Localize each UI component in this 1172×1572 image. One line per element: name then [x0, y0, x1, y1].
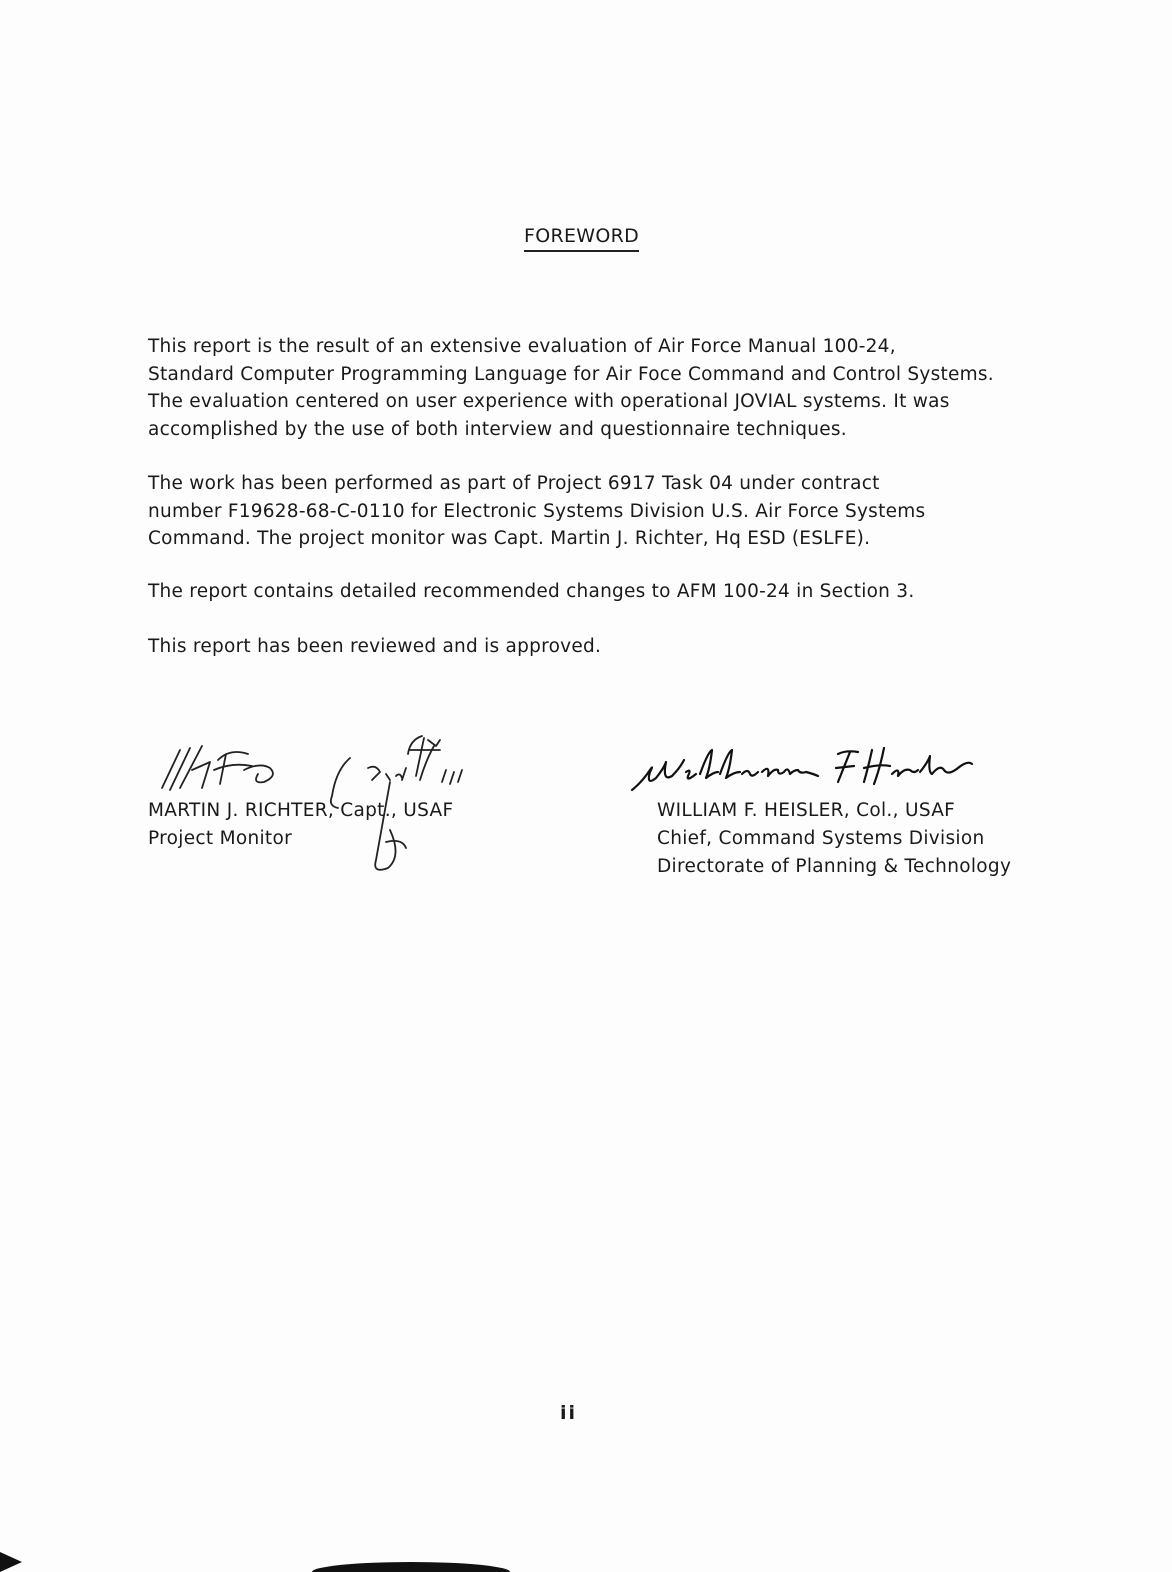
paragraph-evaluation — [148, 333, 1048, 443]
text-line: The work has been performed as part of Project 6917 Task 04 under contract — [148, 473, 880, 494]
paragraph-approval — [148, 633, 1048, 661]
signatory-right — [657, 797, 1011, 881]
page-number: ii — [560, 1402, 578, 1424]
signatory-name: MARTIN J. RICHTER, Capt., USAF — [148, 800, 454, 821]
signature-heisler — [628, 738, 978, 798]
text-line: Command. The project monitor was Capt. Martin J. Richter, Hq ESD (ESLFE). — [148, 528, 871, 549]
scan-edge-mark — [312, 1562, 510, 1572]
paragraph-recommendations — [148, 578, 1048, 606]
text-line: This report is the result of an extensive evaluation of Air Force Manual 100-24, — [148, 336, 896, 357]
page-heading: FOREWORD — [524, 224, 639, 252]
paragraph-contract — [148, 470, 1048, 553]
scan-mark — [0, 1552, 22, 1572]
text-line: number F19628-68-C-0110 for Electronic Systems Division U.S. Air Force Systems — [148, 500, 926, 522]
signatory-left — [148, 797, 453, 853]
text-line: Standard Computer Programming Language for Air Foce Command and Control Systems. — [148, 363, 994, 385]
text-line: This report has been reviewed and is approved. — [148, 636, 602, 657]
text-line: The report contains detailed recommended changes to AFM 100-24 in Section 3. — [148, 581, 915, 602]
signatory-title: Project Monitor — [148, 828, 292, 849]
signatory-title: Chief, Command Systems Division — [657, 828, 985, 849]
text-line: The evaluation centered on user experience with operational JOVIAL systems. It was — [148, 391, 950, 412]
signatory-title: Directorate of Planning & Technology — [657, 856, 1012, 877]
text-line: accomplished by the use of both interview and questionnaire techniques. — [148, 418, 847, 440]
signatory-name: WILLIAM F. HEISLER, Col., USAF — [657, 800, 956, 821]
